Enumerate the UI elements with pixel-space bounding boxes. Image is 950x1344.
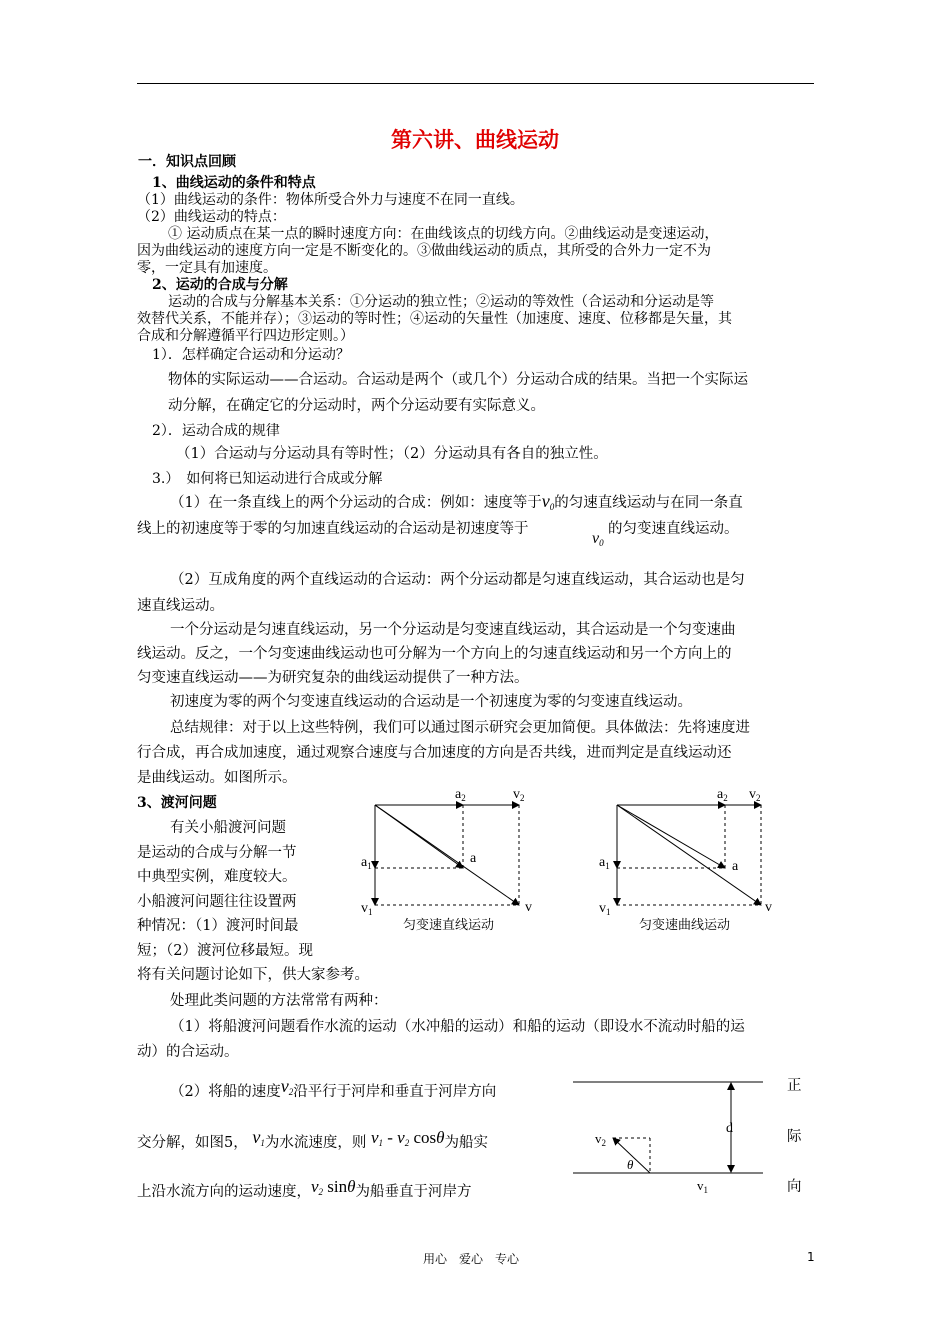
label-a2: $a_2$ bbox=[717, 787, 728, 803]
text-line: 小船渡河问题往往设置两 bbox=[137, 894, 297, 910]
text-line: 行合成，再合成加速度，通过观察合速度与合加速度的方向是否共线，进而判定是直线运动还 bbox=[137, 745, 732, 761]
symbol-theta: θ bbox=[436, 1128, 445, 1147]
text-line: 速直线运动。 bbox=[137, 598, 224, 614]
vector-v-arrow bbox=[375, 805, 519, 905]
label-d: d bbox=[726, 1121, 733, 1136]
text-line: （1）曲线运动的条件：物体所受合外力与速度不在同一直线。 bbox=[137, 192, 524, 208]
symbol: v bbox=[397, 1128, 405, 1147]
text-line: 效替代关系，不能并存）；③运动的等时性；④运动的矢量性（加速度、速度、位移都是矢量，其 bbox=[137, 311, 732, 327]
subsection-heading-2: 2、运动的合成与分解 bbox=[152, 277, 288, 293]
question-heading: 2）．运动合成的规律 bbox=[152, 423, 280, 439]
header-rule bbox=[137, 83, 814, 84]
page-number: 1 bbox=[807, 1250, 815, 1264]
vector-v-arrow bbox=[617, 805, 761, 905]
page-title: 第六讲、曲线运动 bbox=[391, 128, 559, 152]
text-line: 零，一定具有加速度。 bbox=[137, 260, 277, 276]
label-v2: $v_2$ bbox=[513, 787, 525, 803]
text-line: 物体的实际运动——合运动。合运动是两个（或几个）分运动合成的结果。当把一个实际运 bbox=[168, 372, 748, 388]
formula-v1-minus-v2cos bbox=[371, 1128, 445, 1147]
symbol: v bbox=[541, 491, 550, 511]
side-text: 正 bbox=[787, 1078, 802, 1094]
text-line: 种情况：（1）渡河时间最 bbox=[137, 918, 299, 934]
subscript: 0 bbox=[599, 538, 604, 548]
text-line: 动分解，在确定它的分运动时，两个分运动要有实际意义。 bbox=[168, 398, 545, 414]
label-v2: $v_2$ bbox=[595, 1131, 606, 1148]
subscript: 0 bbox=[549, 502, 555, 512]
text-line: 一个分运动是匀速直线运动，另一个分运动是匀变速直线运动，其合运动是一个匀变速曲 bbox=[170, 622, 736, 638]
subsection-heading-3: 3、渡河问题 bbox=[137, 795, 217, 811]
text-line: 是运动的合成与分解一节 bbox=[137, 845, 297, 861]
figure-uniform-linear bbox=[355, 780, 555, 940]
text-fragment: 沿平行于河岸和垂直于河岸方向 bbox=[293, 1084, 497, 1100]
text-fragment: 上沿水流方向的运动速度， bbox=[137, 1184, 311, 1200]
text-line: ① 运动质点在某一点的瞬时速度方向：在曲线该点的切线方向。②曲线运动是变速运动， bbox=[168, 226, 719, 242]
text-fragment: 为船实 bbox=[444, 1135, 488, 1151]
label-a1: $a_1$ bbox=[361, 855, 372, 871]
figure-uniform-curved bbox=[597, 780, 797, 940]
text-line: 运动的合成与分解基本关系：①分运动的独立性；②运动的等效性（合运动和分运动是等 bbox=[168, 294, 714, 310]
function-name: sin bbox=[327, 1177, 348, 1196]
footer-text: 用心 爱心 专心 bbox=[423, 1252, 520, 1266]
symbol: v bbox=[252, 1127, 261, 1147]
text-line: 线运动。反之，一个匀变速曲线运动也可分解为一个方向上的匀速直线运动和另一个方向上的 bbox=[137, 646, 732, 662]
text-line: （1）合运动与分运动具有等时性；（2）分运动具有各自的独立性。 bbox=[176, 446, 608, 462]
side-text: 向 bbox=[787, 1179, 802, 1195]
label-a1: $a_1$ bbox=[599, 855, 610, 871]
label-theta: θ bbox=[627, 1157, 634, 1172]
symbol: v bbox=[280, 1076, 289, 1096]
vector-a-arrow bbox=[617, 805, 725, 868]
text-line: 短；（2）渡河位移最短。现 bbox=[137, 943, 313, 959]
label-v1: $v_1$ bbox=[361, 901, 373, 917]
label-v: v bbox=[765, 900, 772, 915]
section-heading-1: 一．知识点回顾 bbox=[138, 154, 236, 170]
subscript: 2 bbox=[288, 1087, 294, 1097]
text-fragment: 为水流速度，则 bbox=[264, 1135, 367, 1151]
symbol: v bbox=[592, 530, 600, 547]
symbol-theta: θ bbox=[347, 1177, 356, 1196]
label-v2: $v_2$ bbox=[749, 787, 761, 803]
text-line: 线上的初速度等于零的匀加速直线运动的合运动是初速度等于 bbox=[137, 521, 529, 537]
text-line: 初速度为零的两个匀变速直线运动的合运动是一个初速度为零的匀变速直线运动。 bbox=[170, 694, 692, 710]
text-line: 处理此类问题的方法常常有两种： bbox=[170, 993, 388, 1009]
text-line: 动）的合运动。 bbox=[137, 1044, 239, 1060]
text-line: 匀变速直线运动——为研究复杂的曲线运动提供了一种方法。 bbox=[137, 670, 529, 686]
label-a: a bbox=[732, 859, 739, 874]
text-line: 因为曲线运动的速度方向一定是不断变化的。③做曲线运动的质点，其所受的合外力一定不为 bbox=[137, 243, 711, 259]
text-fragment: 的匀速直线运动与在同一条直 bbox=[554, 495, 743, 511]
symbol-v1 bbox=[252, 1127, 265, 1147]
subscript: 2 bbox=[318, 1187, 324, 1197]
question-heading: 3.） 如何将已知运动进行合成或分解 bbox=[152, 471, 383, 487]
text-fragment: （2）将船的速度 bbox=[170, 1084, 281, 1100]
label-a: a bbox=[470, 851, 477, 866]
text-line: 合成和分解遵循平行四边形定则。） bbox=[137, 328, 354, 344]
text-line: 将有关问题讨论如下，供大家参考。 bbox=[137, 967, 369, 983]
subscript: 1 bbox=[260, 1138, 265, 1148]
text-line: 的匀变速直线运动。 bbox=[608, 521, 739, 537]
formula-v2sin bbox=[311, 1177, 356, 1196]
label-v1: $v_1$ bbox=[599, 901, 611, 917]
text-fragment: 为船垂直于河岸方 bbox=[355, 1184, 472, 1200]
figure-river-crossing bbox=[565, 1070, 775, 1200]
operator: - bbox=[387, 1128, 393, 1147]
symbol-v0 bbox=[542, 491, 555, 511]
symbol-v0 bbox=[592, 530, 604, 548]
figure-caption: 匀变速直线运动 bbox=[403, 918, 495, 933]
text-fragment: （1）在一条直线上的两个分运动的合成：例如：速度等于 bbox=[170, 495, 542, 511]
figure-caption: 匀变速曲线运动 bbox=[639, 918, 731, 933]
text-line: 中典型实例，难度较大。 bbox=[137, 869, 297, 885]
question-heading: 1）．怎样确定合运动和分运动？ bbox=[152, 347, 350, 363]
subsection-heading-1: 1、曲线运动的条件和特点 bbox=[152, 175, 316, 191]
function-name: cos bbox=[413, 1128, 437, 1147]
text-line bbox=[137, 1124, 488, 1156]
text-line: 是曲线运动。如图所示。 bbox=[137, 770, 297, 786]
text-line: 有关小船渡河问题 bbox=[170, 820, 286, 836]
side-text: 际 bbox=[787, 1129, 802, 1145]
subscript: 2 bbox=[404, 1138, 410, 1148]
text-line bbox=[170, 1073, 496, 1105]
subscript: 1 bbox=[378, 1138, 383, 1148]
text-line: （2）互成角度的两个直线运动的合运动：两个分运动都是匀速直线运动，其合运动也是匀 bbox=[170, 572, 745, 588]
text-line bbox=[137, 1174, 472, 1205]
text-fragment: 交分解，如图5， bbox=[137, 1135, 248, 1151]
symbol-v2 bbox=[281, 1076, 294, 1096]
label-v1: $v_1$ bbox=[697, 1178, 708, 1195]
text-line: 总结规律：对于以上这些特例，我们可以通过图示研究会更加简便。具体做法：先将速度进 bbox=[170, 720, 750, 736]
symbol: v bbox=[311, 1177, 319, 1196]
symbol: v bbox=[370, 1128, 379, 1147]
text-line: （2）曲线运动的特点： bbox=[137, 209, 286, 225]
label-v: v bbox=[525, 900, 532, 915]
label-a2: $a_2$ bbox=[455, 787, 466, 803]
text-line: （1）将船渡河问题看作水流的运动（水冲船的运动）和船的运动（即设水不流动时船的运 bbox=[170, 1019, 745, 1035]
